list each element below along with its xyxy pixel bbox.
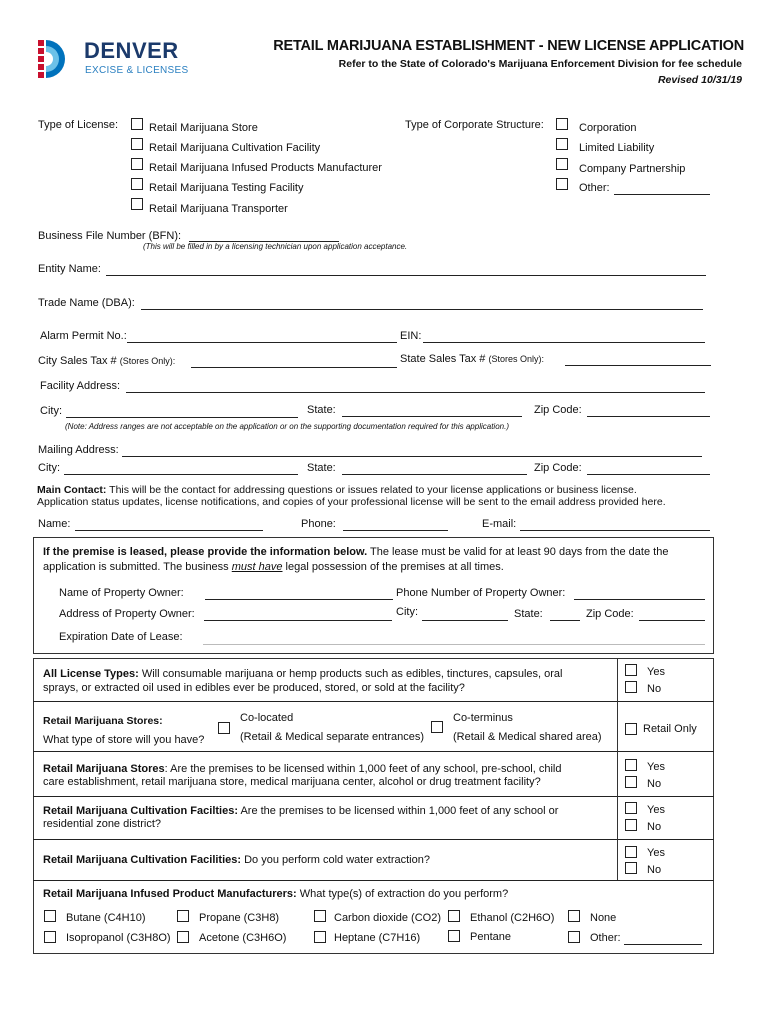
owner-state-field[interactable]	[550, 608, 580, 621]
license-testing-label: Retail Marijuana Testing Facility	[149, 182, 304, 194]
propane-checkbox[interactable]	[177, 910, 189, 922]
mailing-city-field[interactable]	[64, 462, 298, 475]
q-all-types-heading: All License Types:	[43, 668, 139, 680]
questions-divider-5	[33, 880, 714, 881]
retail-only-checkbox[interactable]	[625, 723, 637, 735]
retail-only-label: Retail Only	[643, 723, 697, 735]
state-sales-tax-field[interactable]	[565, 353, 711, 366]
revised-date: Revised 10/31/19	[657, 74, 742, 86]
property-owner-field[interactable]	[205, 587, 393, 600]
none-checkbox[interactable]	[568, 910, 580, 922]
corp-llc-label: Limited Liability	[579, 142, 655, 154]
facility-address-label: Facility Address:	[40, 380, 121, 392]
contact-phone-field[interactable]	[343, 518, 448, 531]
none-label: None	[590, 912, 617, 924]
q-stores-distance-line1	[43, 763, 562, 775]
owner-state-label: State:	[514, 608, 543, 620]
co-located-checkbox[interactable]	[218, 722, 230, 734]
q-stores-distance-text1: : Are the premises to be licensed within 1,000 feet of any school, pre-school, child	[164, 763, 562, 775]
q-all-types-yes-label: Yes	[647, 666, 665, 678]
q-cultivation-distance-yes-label: Yes	[647, 804, 665, 816]
co-terminus-checkbox[interactable]	[431, 721, 443, 733]
license-cultivation-checkbox[interactable]	[131, 138, 143, 150]
q-all-types-text1: Will consumable marijuana or hemp products such as edibles, tinctures, capsules, oral	[138, 668, 563, 680]
other-extraction-checkbox[interactable]	[568, 931, 580, 943]
q-all-types-line1	[43, 668, 562, 680]
q-stores-distance-heading: Retail Marijuana Stores	[43, 763, 165, 775]
license-transporter-label: Retail Marijuana Transporter	[149, 203, 288, 215]
owner-zip-label: Zip Code:	[586, 608, 634, 620]
lease-expiration-label: Expiration Date of Lease:	[59, 631, 183, 643]
facility-zip-label: Zip Code:	[534, 404, 582, 416]
questions-divider-4	[33, 839, 714, 840]
co-terminus-sub: (Retail & Medical shared area)	[453, 731, 602, 743]
license-infused-checkbox[interactable]	[131, 158, 143, 170]
state-sales-tax-text: State Sales Tax #	[400, 353, 486, 365]
main-contact-heading: Main Contact:	[37, 484, 107, 496]
q-cold-water-heading: Retail Marijuana Cultivation Facilities:	[43, 854, 242, 866]
ethanol-checkbox[interactable]	[448, 910, 460, 922]
lease-intro-line2	[43, 561, 504, 573]
denver-logo	[36, 38, 196, 80]
city-sales-tax-field[interactable]	[191, 355, 397, 368]
q-cold-water-yes-checkbox[interactable]	[625, 846, 637, 858]
city-sales-tax-stores-only: (Stores Only):	[119, 356, 176, 366]
q-all-types-yes-checkbox[interactable]	[625, 664, 637, 676]
bfn-field[interactable]	[189, 229, 339, 242]
q-cultivation-distance-no-label: No	[647, 821, 662, 833]
license-type-label: Type of License:	[38, 119, 119, 131]
logo-subtitle: EXCISE & LICENSES	[85, 65, 189, 76]
acetone-checkbox[interactable]	[177, 931, 189, 943]
license-cultivation-label: Retail Marijuana Cultivation Facility	[149, 142, 321, 154]
state-sales-tax-label	[400, 353, 544, 365]
heptane-checkbox[interactable]	[314, 931, 326, 943]
co-terminus-label: Co-terminus	[453, 712, 513, 724]
contact-name-label: Name:	[38, 518, 71, 530]
corp-corporation-checkbox[interactable]	[556, 118, 568, 130]
facility-address-field[interactable]	[126, 380, 705, 393]
mailing-address-label: Mailing Address:	[38, 444, 119, 456]
isopropanol-label: Isopropanol (C3H8O)	[66, 932, 171, 944]
main-contact-text	[37, 484, 637, 496]
q-stores-distance-no-checkbox[interactable]	[625, 776, 637, 788]
lease-must-have: must have	[231, 561, 283, 573]
lease-text2b: legal possession of the premises at all times.	[282, 561, 504, 573]
alarm-permit-field[interactable]	[127, 330, 397, 343]
fee-schedule-note: Refer to the State of Colorado's Marijuana Enforcement Division for fee schedule	[338, 58, 742, 70]
q-infused-line	[43, 888, 508, 900]
city-sales-tax-text: City Sales Tax #	[38, 355, 117, 367]
contact-email-label: E-mail:	[482, 518, 517, 530]
q-cultivation-distance-yes-checkbox[interactable]	[625, 802, 637, 814]
owner-zip-field[interactable]	[639, 608, 705, 621]
acetone-label: Acetone (C3H6O)	[199, 932, 287, 944]
q-cultivation-distance-line2: residential zone district?	[43, 818, 162, 830]
q-all-types-no-label: No	[647, 683, 662, 695]
questions-divider-3	[33, 796, 714, 797]
co-located-label: Co-located	[240, 712, 294, 724]
owner-address-label: Address of Property Owner:	[59, 608, 195, 620]
propane-label: Propane (C3H8)	[199, 912, 280, 924]
q-infused-text: What type(s) of extraction do you perform?	[296, 888, 509, 900]
license-testing-checkbox[interactable]	[131, 178, 143, 190]
q-cultivation-distance-heading: Retail Marijuana Cultivation Facilties:	[43, 805, 238, 817]
heptane-label: Heptane (C7H16)	[334, 932, 421, 944]
questions-column-divider	[617, 658, 618, 880]
mailing-city-label: City:	[38, 462, 60, 474]
co-located-sub: (Retail & Medical separate entrances)	[240, 731, 425, 743]
q-cultivation-distance-line1	[43, 805, 558, 817]
corp-other-field[interactable]	[614, 182, 710, 195]
facility-zip-field[interactable]	[587, 404, 710, 417]
q-stores-distance-line2: care establishment, retail marijuana store, medical marijuana center, alcohol or drug treatment facility?	[43, 776, 541, 788]
facility-city-label: City:	[40, 405, 62, 417]
contact-email-field[interactable]	[520, 518, 710, 531]
owner-phone-field[interactable]	[574, 587, 705, 600]
ethanol-label: Ethanol (C2H6O)	[470, 912, 555, 924]
q-cultivation-distance-text1: Are the premises to be licensed within 1,000 feet of any school or	[238, 805, 559, 817]
carbon-dioxide-label: Carbon dioxide (CO2)	[334, 912, 441, 924]
q-stores-text: What type of store will you have?	[43, 734, 205, 746]
facility-state-field[interactable]	[342, 404, 522, 417]
mailing-zip-label: Zip Code:	[534, 462, 582, 474]
license-infused-label: Retail Marijuana Infused Products Manufacturer	[149, 162, 382, 174]
property-owner-label: Name of Property Owner:	[59, 587, 184, 599]
q-stores-heading: Retail Marijuana Stores:	[43, 715, 163, 727]
owner-city-label: City:	[396, 606, 418, 618]
state-sales-tax-stores-only: (Stores Only):	[488, 354, 544, 364]
logo-name: DENVER	[84, 38, 179, 63]
q-stores-distance-no-label: No	[647, 778, 662, 790]
q-cold-water-no-label: No	[647, 864, 662, 876]
ein-field[interactable]	[423, 330, 705, 343]
denver-logo-mark-icon	[36, 38, 80, 80]
main-contact-line1: This will be the contact for addressing questions or issues related to your license applications or business license.	[106, 484, 637, 496]
corp-other-checkbox[interactable]	[556, 178, 568, 190]
lease-intro-line1	[43, 546, 668, 558]
alarm-permit-label: Alarm Permit No.:	[40, 330, 127, 342]
corp-other-label: Other:	[579, 182, 610, 194]
bfn-label: Business File Number (BFN):	[38, 230, 182, 242]
license-transporter-checkbox[interactable]	[131, 198, 143, 210]
corp-structure-label: Type of Corporate Structure:	[405, 119, 544, 131]
bfn-note: (This will be filled in by a licensing technician upon application acceptance.	[143, 242, 408, 251]
facility-city-field[interactable]	[66, 405, 298, 418]
address-range-note: (Note: Address ranges are not acceptable on the application or on the supporting documentation required for this application.)	[65, 422, 509, 431]
owner-city-field[interactable]	[422, 608, 508, 621]
corp-partnership-checkbox[interactable]	[556, 158, 568, 170]
q-stores-distance-yes-checkbox[interactable]	[625, 759, 637, 771]
lease-text1: The lease must be valid for at least 90 days from the date the	[367, 546, 669, 558]
mailing-zip-field[interactable]	[587, 462, 710, 475]
license-store-checkbox[interactable]	[131, 118, 143, 130]
main-contact-line2: Application status updates, license notifications, and copies of your professional license will be sent to the email address provided here.	[37, 496, 666, 508]
questions-divider-1	[33, 701, 714, 702]
corp-llc-checkbox[interactable]	[556, 138, 568, 150]
pentane-checkbox[interactable]	[448, 930, 460, 942]
q-cultivation-distance-no-checkbox[interactable]	[625, 819, 637, 831]
ein-label: EIN:	[400, 330, 422, 342]
trade-name-field[interactable]	[141, 297, 703, 310]
corp-partnership-label: Company Partnership	[579, 163, 686, 175]
q-all-types-no-checkbox[interactable]	[625, 681, 637, 693]
q-all-types-line2: sprays, or extracted oil used in edibles ever be produced, stored, or sold at the facility?	[43, 682, 465, 694]
contact-phone-label: Phone:	[301, 518, 336, 530]
q-cold-water-text: Do you perform cold water extraction?	[241, 854, 430, 866]
owner-phone-label: Phone Number of Property Owner:	[396, 587, 566, 599]
page-title: RETAIL MARIJUANA ESTABLISHMENT - NEW LICENSE APPLICATION	[273, 38, 744, 54]
owner-address-field[interactable]	[204, 608, 392, 621]
entity-name-field[interactable]	[106, 263, 706, 276]
q-cold-water-line	[43, 854, 430, 866]
mailing-state-label: State:	[307, 462, 336, 474]
lease-heading: If the premise is leased, please provide the information below.	[43, 546, 368, 558]
questions-divider-2	[33, 751, 714, 752]
other-extraction-label: Other:	[590, 932, 621, 944]
other-extraction-field[interactable]	[624, 932, 702, 945]
entity-name-label: Entity Name:	[38, 263, 101, 275]
lease-text2a: application is submitted. The business	[43, 561, 232, 573]
pentane-label: Pentane	[470, 931, 511, 943]
corp-corporation-label: Corporation	[579, 122, 637, 134]
q-cold-water-no-checkbox[interactable]	[625, 862, 637, 874]
isopropanol-checkbox[interactable]	[44, 931, 56, 943]
mailing-address-field[interactable]	[122, 444, 702, 457]
trade-name-label: Trade Name (DBA):	[38, 297, 135, 309]
butane-label: Butane (C4H10)	[66, 912, 146, 924]
q-stores-distance-yes-label: Yes	[647, 761, 665, 773]
carbon-dioxide-checkbox[interactable]	[314, 910, 326, 922]
lease-expiration-field[interactable]	[203, 632, 705, 645]
contact-name-field[interactable]	[75, 518, 263, 531]
q-cold-water-yes-label: Yes	[647, 847, 665, 859]
mailing-state-field[interactable]	[342, 462, 527, 475]
facility-state-label: State:	[307, 404, 336, 416]
q-infused-heading: Retail Marijuana Infused Product Manufacturers:	[43, 888, 297, 900]
license-store-label: Retail Marijuana Store	[149, 122, 258, 134]
butane-checkbox[interactable]	[44, 910, 56, 922]
city-sales-tax-label	[38, 355, 175, 367]
